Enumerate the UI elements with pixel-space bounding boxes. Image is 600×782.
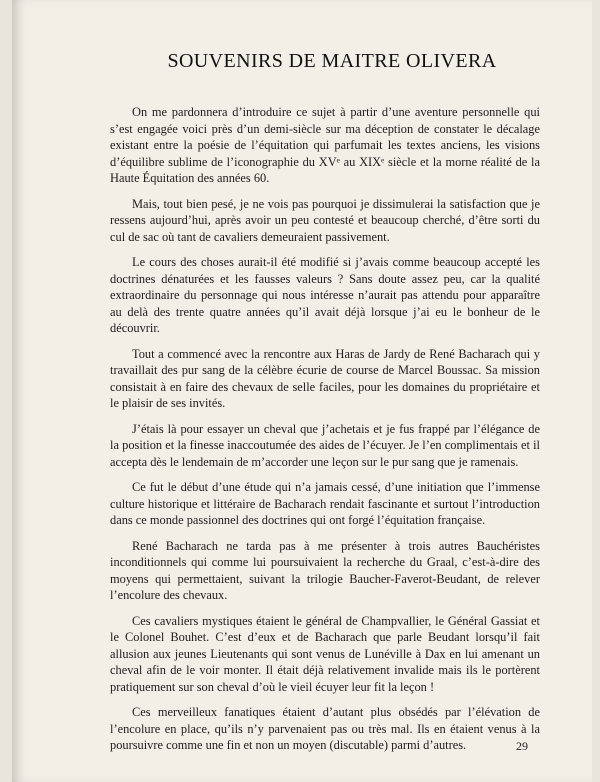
paragraph: Ce fut le début d’une étude qui n’a jamais cessé, d’une initiation que l’immense culture historique et littéraire de Bacharach rendait fascinante et surtout l’introduction dans ce monde passionnel des doctrines qui ont forgé l’équitation française. xyxy=(110,480,540,527)
page-number: 29 xyxy=(516,739,528,753)
paragraph: On me pardonnera d’introduire ce sujet à partir d’une aventure personnelle qui s’est engagée voici près d’un demi-siècle sur ma déception de constater le décalage existant entre la poésie de l’équitation qui parfumait les textes anciens, les visions d’équilibre sublime de l’iconographie du XVᵉ au XIXᵉ siècle et la morne réalité de la Haute Équitation des années 60. xyxy=(110,105,540,185)
paragraph: Ces cavaliers mystiques étaient le général de Champvallier, le Général Gassiat et le Colonel Bouhet. C’est d’eux et de Bacharach que parle Beudant lorsqu’il fait allusion aux jeunes Lieutenants qui sont venus de Lunéville à Dax en lui amenant un cheval afin de le voir monter. Il était déjà relativement invalide mais ils le portèrent pratiquement sur son cheval d’où le vieil écuyer leur fit la leçon ! xyxy=(110,613,540,694)
paragraph: Ces merveilleux fanatiques étaient d’autant plus obsédés par l’élévation de l’encolure en place, qu’ils n’y parvenaient pas ou très mal. Ils en étaient venus à la poursuivre comme une fin et non un moyen (discutable) parmi d’autres. xyxy=(110,705,540,752)
book-page xyxy=(12,0,592,782)
page-title: SOUVENIRS DE MAITRE OLIVERA xyxy=(167,50,497,72)
body-text xyxy=(110,104,540,763)
paragraph: Mais, tout bien pesé, je ne vois pas pourquoi je dissimulerai la satisfaction que je ressens aujourd’hui, après avoir un peu contesté et beaucoup cherché, d’être sorti du cul de sac où tant de cavaliers demeuraient passivement. xyxy=(110,196,540,244)
paragraph: J’étais là pour essayer un cheval que j’achetais et je fus frappé par l’élégance de la position et la finesse inaccoutumée des aides de l’écuyer. Je l’en complimentais et il accepta dès le lendemain de m’accorder une leçon sur le pur sang que je ramenais. xyxy=(110,421,540,469)
paragraph: René Bacharach ne tarda pas à me présenter à trois autres Bauchéristes inconditionnels qui comme lui poursuivaient la recherche du Graal, c’est-à-dire des moyens qui permettaient, suivant la trilogie Baucher-Faverot-Beudant, de relever l’encolure des chevaux. xyxy=(110,538,540,602)
paragraph: Le cours des choses aurait-il été modifié si j’avais comme beaucoup accepté les doctrines dénaturées et les fausses valeurs ? Sans doute assez peu, car la qualité extraordinaire du personnage qui nous intéresse n’aurait pas attendu pour apparaître au delà des trente quatre années qu’il avait déjà lorsque j’ai eu le bonheur de le découvrir. xyxy=(110,255,540,335)
paragraph: Tout a commencé avec la rencontre aux Haras de Jardy de René Bacharach qui y travaillait des pur sang de la célèbre écurie de course de Marcel Boussac. Sa mission consistait à en faire des chevaux de selle faciles, pour les domaines du propriétaire et le plaisir de ses invités. xyxy=(110,346,540,410)
